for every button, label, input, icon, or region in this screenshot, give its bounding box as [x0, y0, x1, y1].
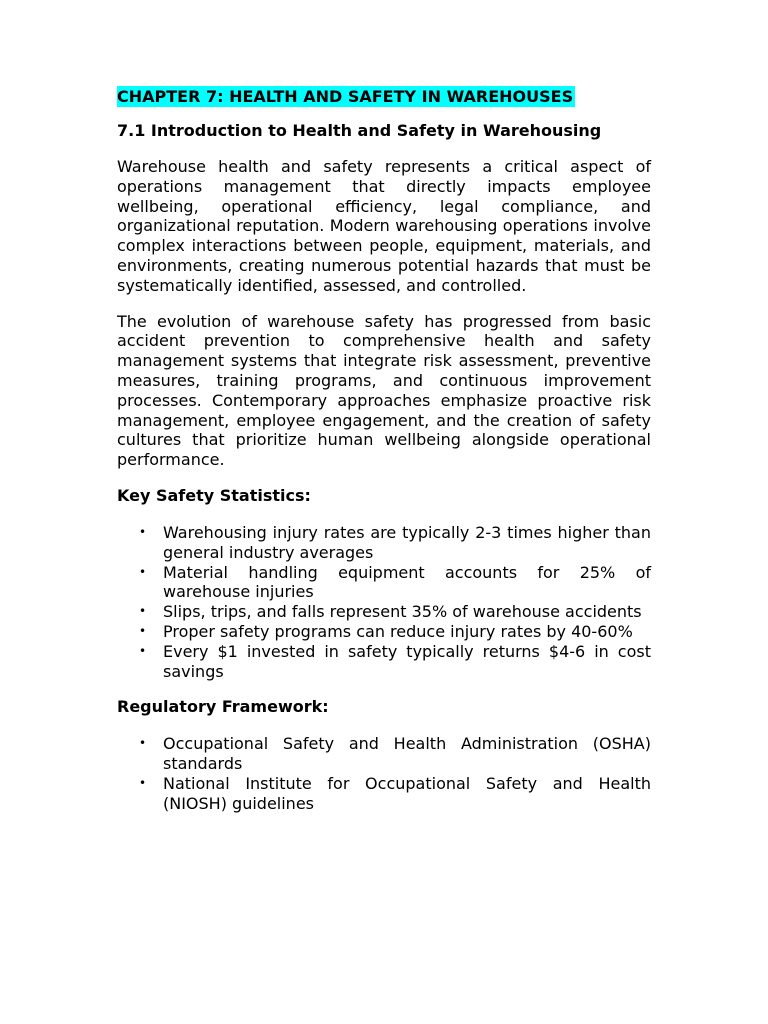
list-item: [117, 523, 651, 563]
list-item-text: Occupational Safety and Health Administration (OSHA) standards: [163, 734, 651, 774]
bullet-icon: •: [139, 736, 147, 751]
list-item: [117, 622, 651, 642]
regulatory-heading: Regulatory Framework:: [117, 697, 329, 717]
bullet-icon: •: [139, 564, 147, 579]
list-item-text: Proper safety programs can reduce injury rates by 40-60%: [163, 621, 633, 641]
list-item: [117, 734, 651, 774]
list-item: [117, 642, 651, 682]
regulatory-list: [117, 734, 651, 813]
list-item: [117, 774, 651, 814]
bullet-icon: •: [139, 604, 147, 619]
list-item-text: Warehousing injury rates are typically 2-3 times higher than general industry averages: [163, 522, 651, 562]
key-stats-list: [117, 523, 651, 681]
list-item: [117, 602, 651, 622]
intro-paragraph-2: The evolution of warehouse safety has progressed from basic accident prevention to comprehensive health and safety management systems that integrate risk assessment, preventive measures, training programs, and continuous improvement processes. Contemporary approaches emphasize proactive risk management, employee engagement, and the creation of safety cultures that prioritize human wellbeing alongside operational performance.: [117, 311, 651, 470]
list-item-text: Every $1 invested in safety typically returns $4-6 in cost savings: [163, 641, 651, 681]
section-heading: 7.1 Introduction to Health and Safety in Warehousing: [117, 121, 602, 140]
key-stats-heading: Key Safety Statistics:: [117, 485, 311, 505]
bullet-icon: •: [139, 623, 147, 638]
chapter-title: CHAPTER 7: HEALTH AND SAFETY IN WAREHOUSES: [117, 87, 574, 106]
list-item-text: National Institute for Occupational Safety and Health (NIOSH) guidelines: [163, 773, 651, 813]
list-item: [117, 563, 651, 603]
intro-paragraph-1: Warehouse health and safety represents a critical aspect of operations management that directly impacts employee wellbeing, operational efficiency, legal compliance, and organizational reputation. Modern warehousing operations involve complex interactions between people, equipment, materials, and environments, creating numerous potential hazards that must be systematically identified, assessed, and controlled.: [117, 157, 651, 295]
bullet-icon: •: [139, 524, 147, 539]
bullet-icon: •: [139, 643, 147, 658]
list-item-text: Material handling equipment accounts for 25% of warehouse injuries: [163, 562, 651, 602]
list-item-text: Slips, trips, and falls represent 35% of warehouse accidents: [163, 602, 642, 622]
bullet-icon: •: [139, 775, 147, 790]
